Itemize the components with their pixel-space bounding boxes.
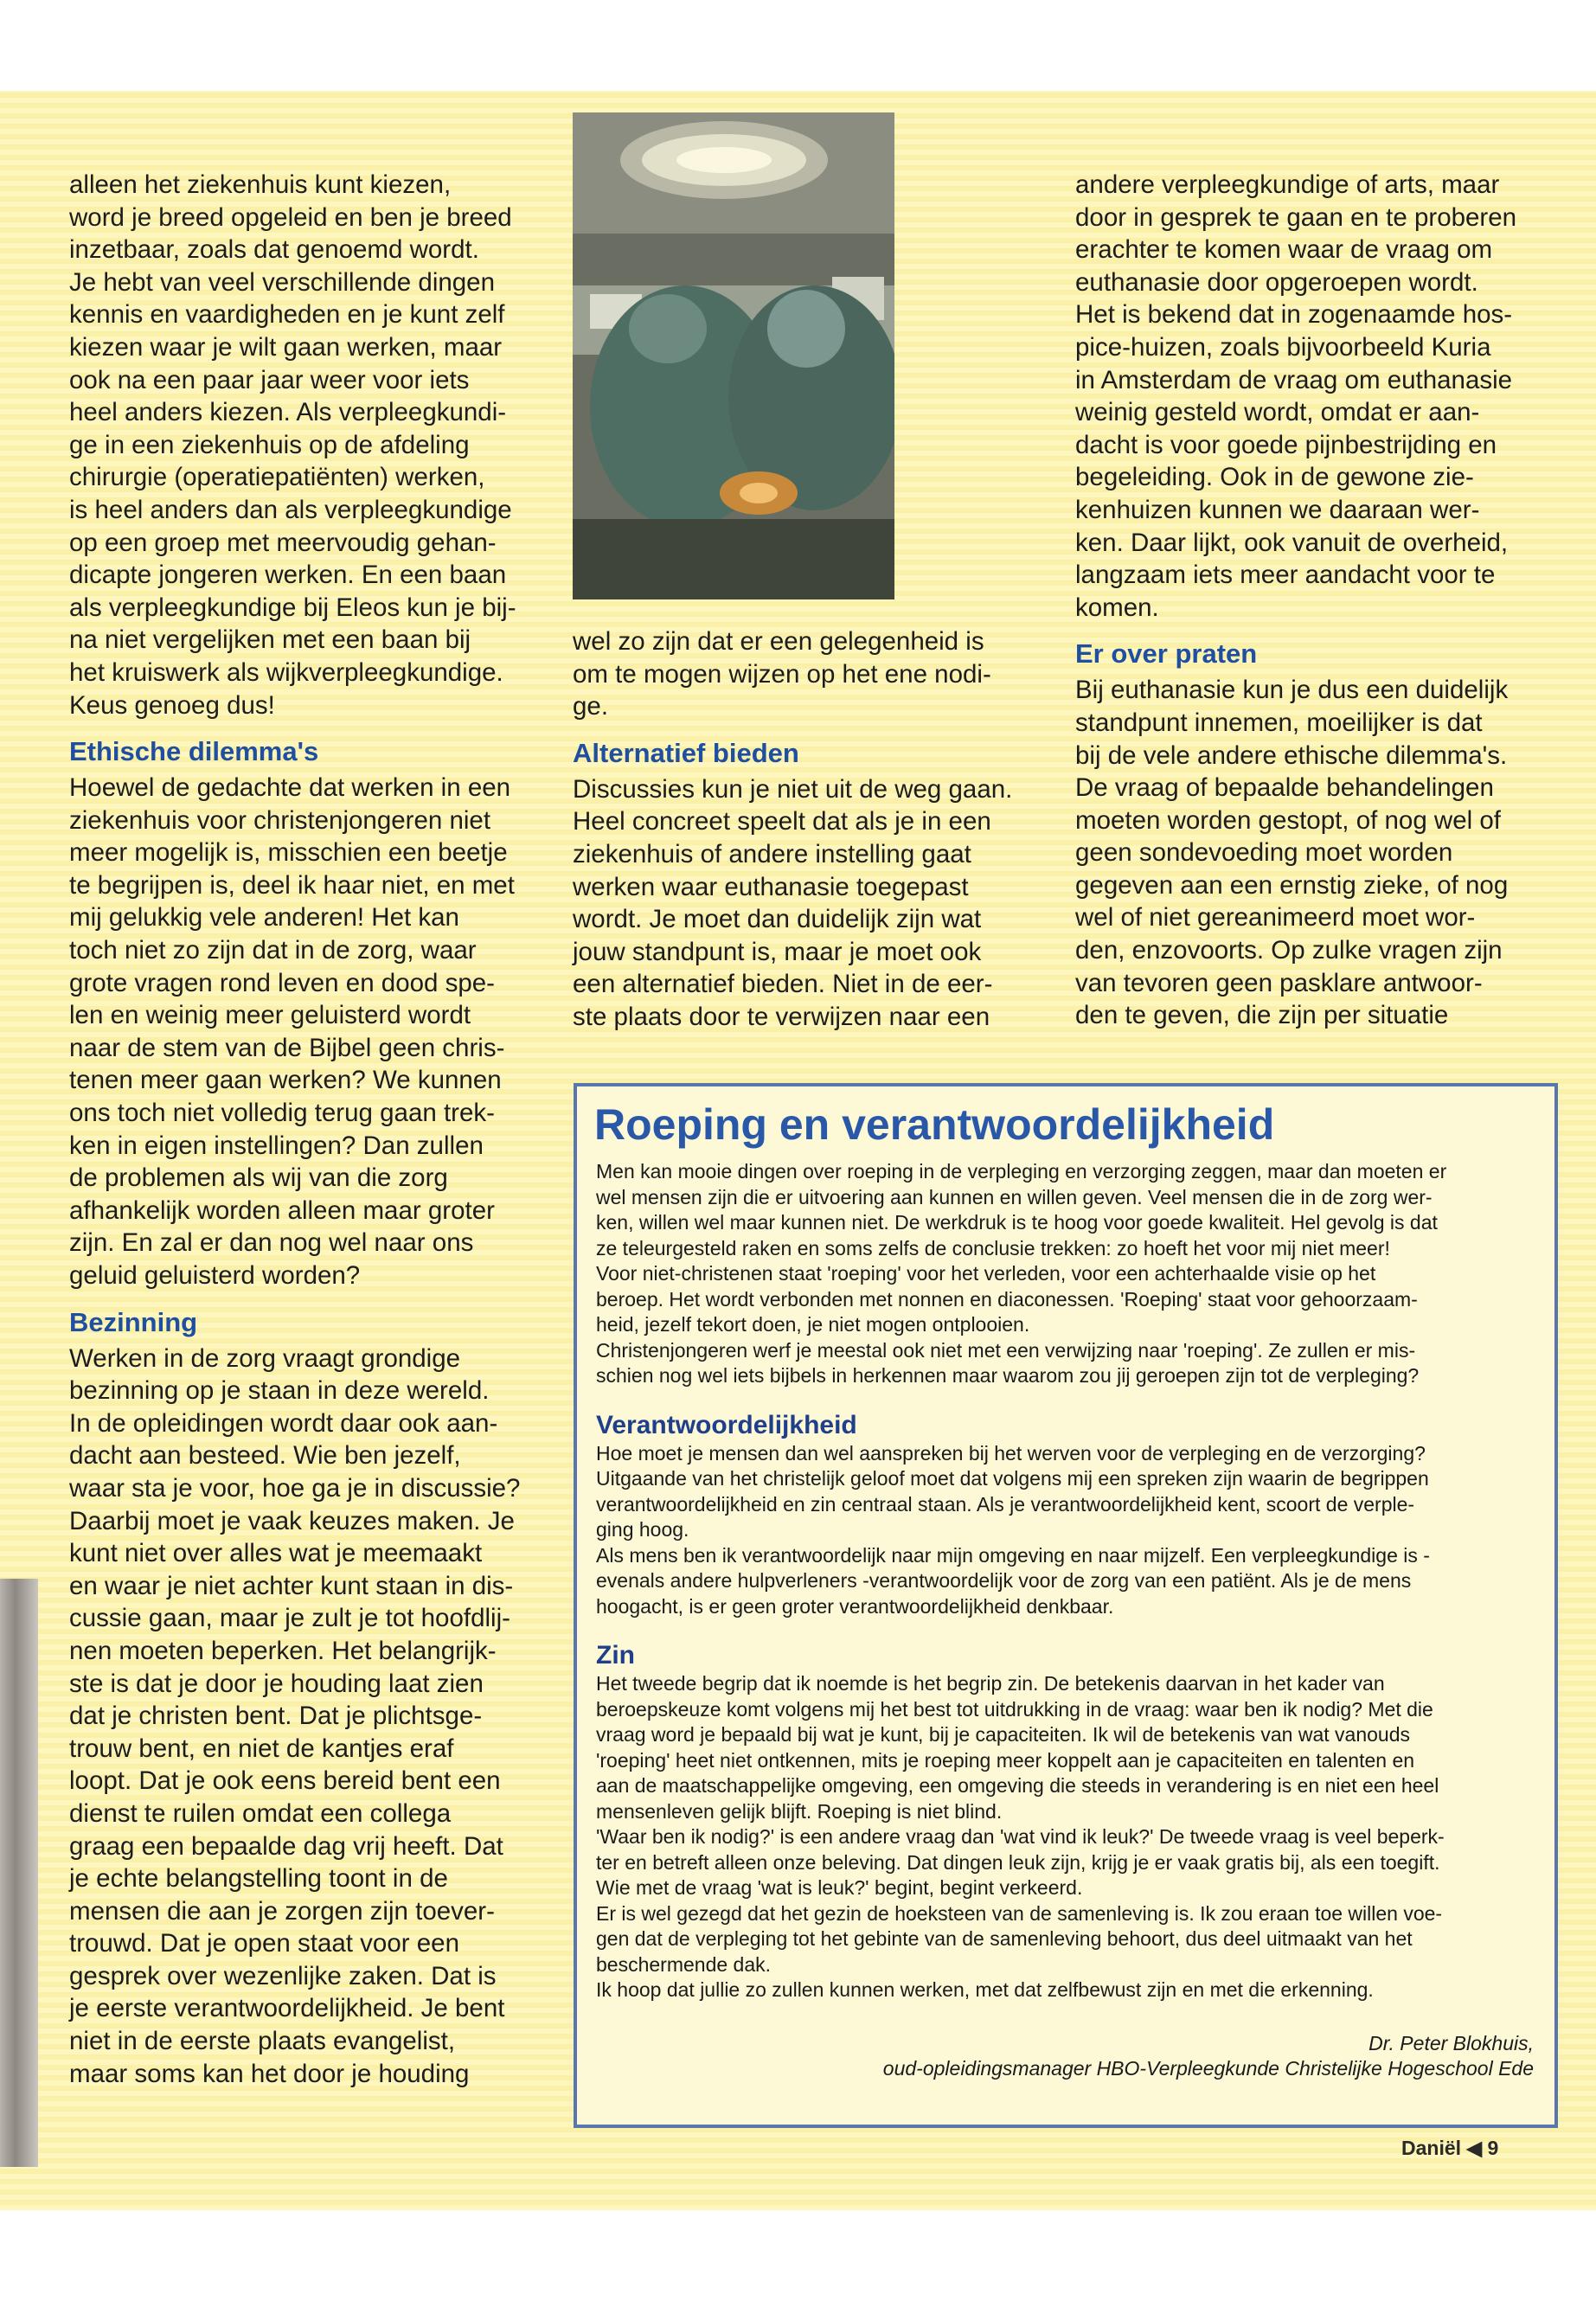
section-heading-ethische-dilemmas: Ethische dilemma's	[69, 736, 319, 767]
paragraph: andere verpleegkundige of arts, maar door in gesprek te gaan en te proberen erachter te komen waar de vraag om euthanasie door opgeroepen wordt. Het is bekend dat in zogenaamde hos- pice-huizen, zoals bijvoorbeeld Kuria in Amsterdam de vraag om euthanasie weinig gesteld wordt, omdat er aan- dacht is voor goede pijnbestrijding en begeleiding. Ook in de gewone zie- kenhuizen kunnen we daaraan wer- ken. Daar lijkt, ook vanuit de overheid, langzaam iets meer aandacht voor te komen.	[1075, 170, 1517, 622]
magazine-name: Daniël	[1401, 2137, 1462, 2159]
paragraph: Het tweede begrip dat ik noemde is het begrip zin. De betekenis daarvan in het kader van beroepskeuze komt volgens mij het best tot uitdrukking in de vraag: waar ben ik nodig? Met die vraag word je bepaald bij wat je kunt, bij je capaciteiten. Ik wil de betekenis van wat vanouds 'roeping' heet niet ontkennen, mits je roeping meer koppelt aan je capaciteiten en talenten en aan de maatschappelijke omgeving, een omgeving die steeds in verandering is en niet een heel mensenleven gelijk blijft. Roeping is niet blind. 'Waar ben ik nodig?' is een andere vraag dan 'wat vind ik leuk?' De tweede vraag is veel beperk- ter en betreft alleen onze beleving. Dat dingen leuk zijn, krijg je er vaak gratis bij, als een toegift. Wie met de vraag 'wat is leuk?' begint, begint verkeerd. Er is wel gezegd dat het gezin de hoeksteen van de samenleving is. Ik zou eraan toe willen voe- gen dat de verpleging tot het gebinte van de samenleving behoort, dus deel uitmaakt van het beschermende dak. Ik hoop dat jullie zo zullen kunnen werken, met dat zelfbewust zijn en met die erkenning.	[596, 1672, 1445, 2001]
paragraph: Hoe moet je mensen dan wel aanspreken bij het werven voor de verpleging en de verzorging? Uitgaande van het christelijk geloof moet dat volgens mij een spreken zijn waarin de begrippen verantwoordelijkheid en zin centraal staan. Als je verantwoordelijkheid kent, scoort de verple- ging hoog. Als mens ben ik verantwoordelijk naar mijn omgeving en naar mijzelf. Een verpleegkundige is - evenals andere hulpverleners -verantwoordelijk voor de zorg van een patiënt. Als je de mens hoogacht, is er geen groter verantwoordelijkheid denkbaar.	[596, 1441, 1430, 1618]
paragraph: Bij euthanasie kun je dus een duidelijk standpunt innemen, moeilijker is dat bij de vele andere ethische dilemma's. De vraag of bepaalde behandelingen moeten worden gestopt, of nog wel of geen sondevoeding moet worden gegeven aan een ernstig zieke, of nog wel of niet gereanimeerd moet wor- den, enzovoorts. Op zulke vragen zijn van tevoren geen pasklare antwoor- den te geven, die zijn per situatie	[1075, 676, 1509, 1030]
paragraph: Werken in de zorg vraagt grondige bezinning op je staan in deze wereld. In de opleidingen wordt daar ook aan- dacht aan besteed. Wie ben jezelf, waar sta je voor, hoe ga je in discussie? Daarbij moet je vaak keuzes maken. Je kunt niet over alles wat je meemaakt en waar je niet achter kunt staan in dis- cussie gaan, maar je zult je tot hoofdlij- nen moeten beperken. Het belangrijk- ste is dat je door je houding laat zien dat je christen bent. Dat je plichtsge- trouw bent, en niet de kantjes eraf loopt. Dat je ook eens bereid bent een dienst te ruilen omdat een collega graag een bepaalde dag vrij heeft. Dat je echte belangstelling toont in de mensen die aan je zorgen zijn toever- trouwd. Dat je open staat voor een gesprek over wezenlijke zaken. Dat is je eerste verantwoordelijkheid. Je bent niet in de eerste plaats evangelist, maar soms kan het door je houding	[69, 1343, 521, 2088]
paragraph: Discussies kun je niet uit de weg gaan. Heel concreet speelt dat als je in een ziekenhuis of andere instelling gaat werken waar euthanasie toegepast wordt. Je moet dan duidelijk zijn wat jouw standpunt is, maar je moet ook een alternatief bieden. Niet in de eer- ste plaats door te verwijzen naar een	[573, 774, 1013, 1031]
page-footer	[1401, 2137, 1498, 2160]
box-heading-zin: Zin	[596, 1641, 635, 1670]
section-heading-bezinning: Bezinning	[69, 1306, 198, 1337]
section-heading-alternatief-bieden: Alternatief bieden	[573, 737, 799, 768]
section-heading-er-over-praten: Er over praten	[1075, 638, 1258, 670]
signature	[596, 2003, 1539, 2082]
sidebar-box	[574, 1083, 1558, 2128]
box-body	[596, 1159, 1539, 2082]
paragraph: wel zo zijn dat er een gelegenheid is om te mogen wijzen op het ene nodi- ge.	[573, 627, 991, 721]
column-right	[1075, 169, 1529, 1032]
author-role: oud-opleidingsmanager HBO-Verpleegkunde Christelijke Hogeschool Ede	[882, 2057, 1534, 2080]
arrow-icon: ◀	[1466, 2137, 1483, 2159]
paragraph: Men kan mooie dingen over roeping in de verpleging en verzorging zeggen, maar dan moeten er wel mensen zijn die er uitvoering aan kunnen en willen geven. Veel mensen die in de zorg wer- ken, willen wel maar kunnen niet. De werkdruk is te hoog voor goede kwaliteit. Hel gevolg is dat ze teleurgesteld raken en soms zelfs de conclusie trekken: zo hoeft het voor mij niet meer! Voor niet-christenen staat 'roeping' voor het verleden, voor een achterhaalde visie op het beroep. Het wordt verbonden met nonnen en diaconessen. 'Roeping' staat voor gehoorzaam- heid, jezelf tekort doen, je niet mogen ontplooien. Christenjongeren werf je meestal ook niet met een verwijzing naar 'roeping'. Ze zullen er mis- schien nog wel iets bijbels in herkennen maar waarom zou jij geroepen zijn tot de verpleging?	[596, 1160, 1447, 1387]
paragraph: Hoewel de gedachte dat werken in een ziekenhuis voor christenjongeren niet meer mogelijk is, misschien een beetje te begrijpen is, deel ik haar niet, en met mij gelukkig vele anderen! Het kan toch niet zo zijn dat in de zorg, waar grote vragen rond leven en dood spe- len en weinig meer geluisterd wordt naar de stem van de Bijbel geen chris- tenen meer gaan werken? We kunnen ons toch niet volledig terug gaan trek- ken in eigen instellingen? Dan zullen de problemen als wij van die zorg afhankelijk worden alleen maar groter zijn. En zal er dan nog wel naar ons geluid geluisterd worden?	[69, 773, 515, 1290]
paragraph: alleen het ziekenhuis kunt kiezen, word je breed opgeleid en ben je breed inzetbaar, zoals dat genoemd wordt. Je hebt van veel verschillende dingen kennis en vaardigheden en je kunt zelf kiezen waar je wilt gaan werken, maar ook na een paar jaar weer voor iets heel anders kiezen. Als verpleegkundi- ge in een ziekenhuis op de afdeling chirurgie (operatiepatiënten) werken, is heel anders dan als verpleegkundige op een groep met meervoudig gehan- dicapte jongeren werken. En een baan als verpleegkundige bij Eleos kun je bij- na niet vergelijken met een baan bij het kruiswerk als wijkverpleegkundige. Keus genoeg dus!	[69, 170, 516, 720]
surgery-photo	[573, 112, 894, 599]
box-heading-verantwoordelijkheid: Verantwoordelijkheid	[596, 1410, 857, 1439]
column-middle	[573, 625, 1022, 1034]
surgery-photo-drawing	[573, 112, 894, 599]
author-name: Dr. Peter Blokhuis,	[1368, 2031, 1534, 2054]
page-edge-photo	[0, 1579, 38, 2167]
box-title: Roeping en verantwoordelijkheid	[594, 1100, 1275, 1149]
column-left	[69, 169, 528, 2090]
page-number: 9	[1487, 2137, 1499, 2159]
